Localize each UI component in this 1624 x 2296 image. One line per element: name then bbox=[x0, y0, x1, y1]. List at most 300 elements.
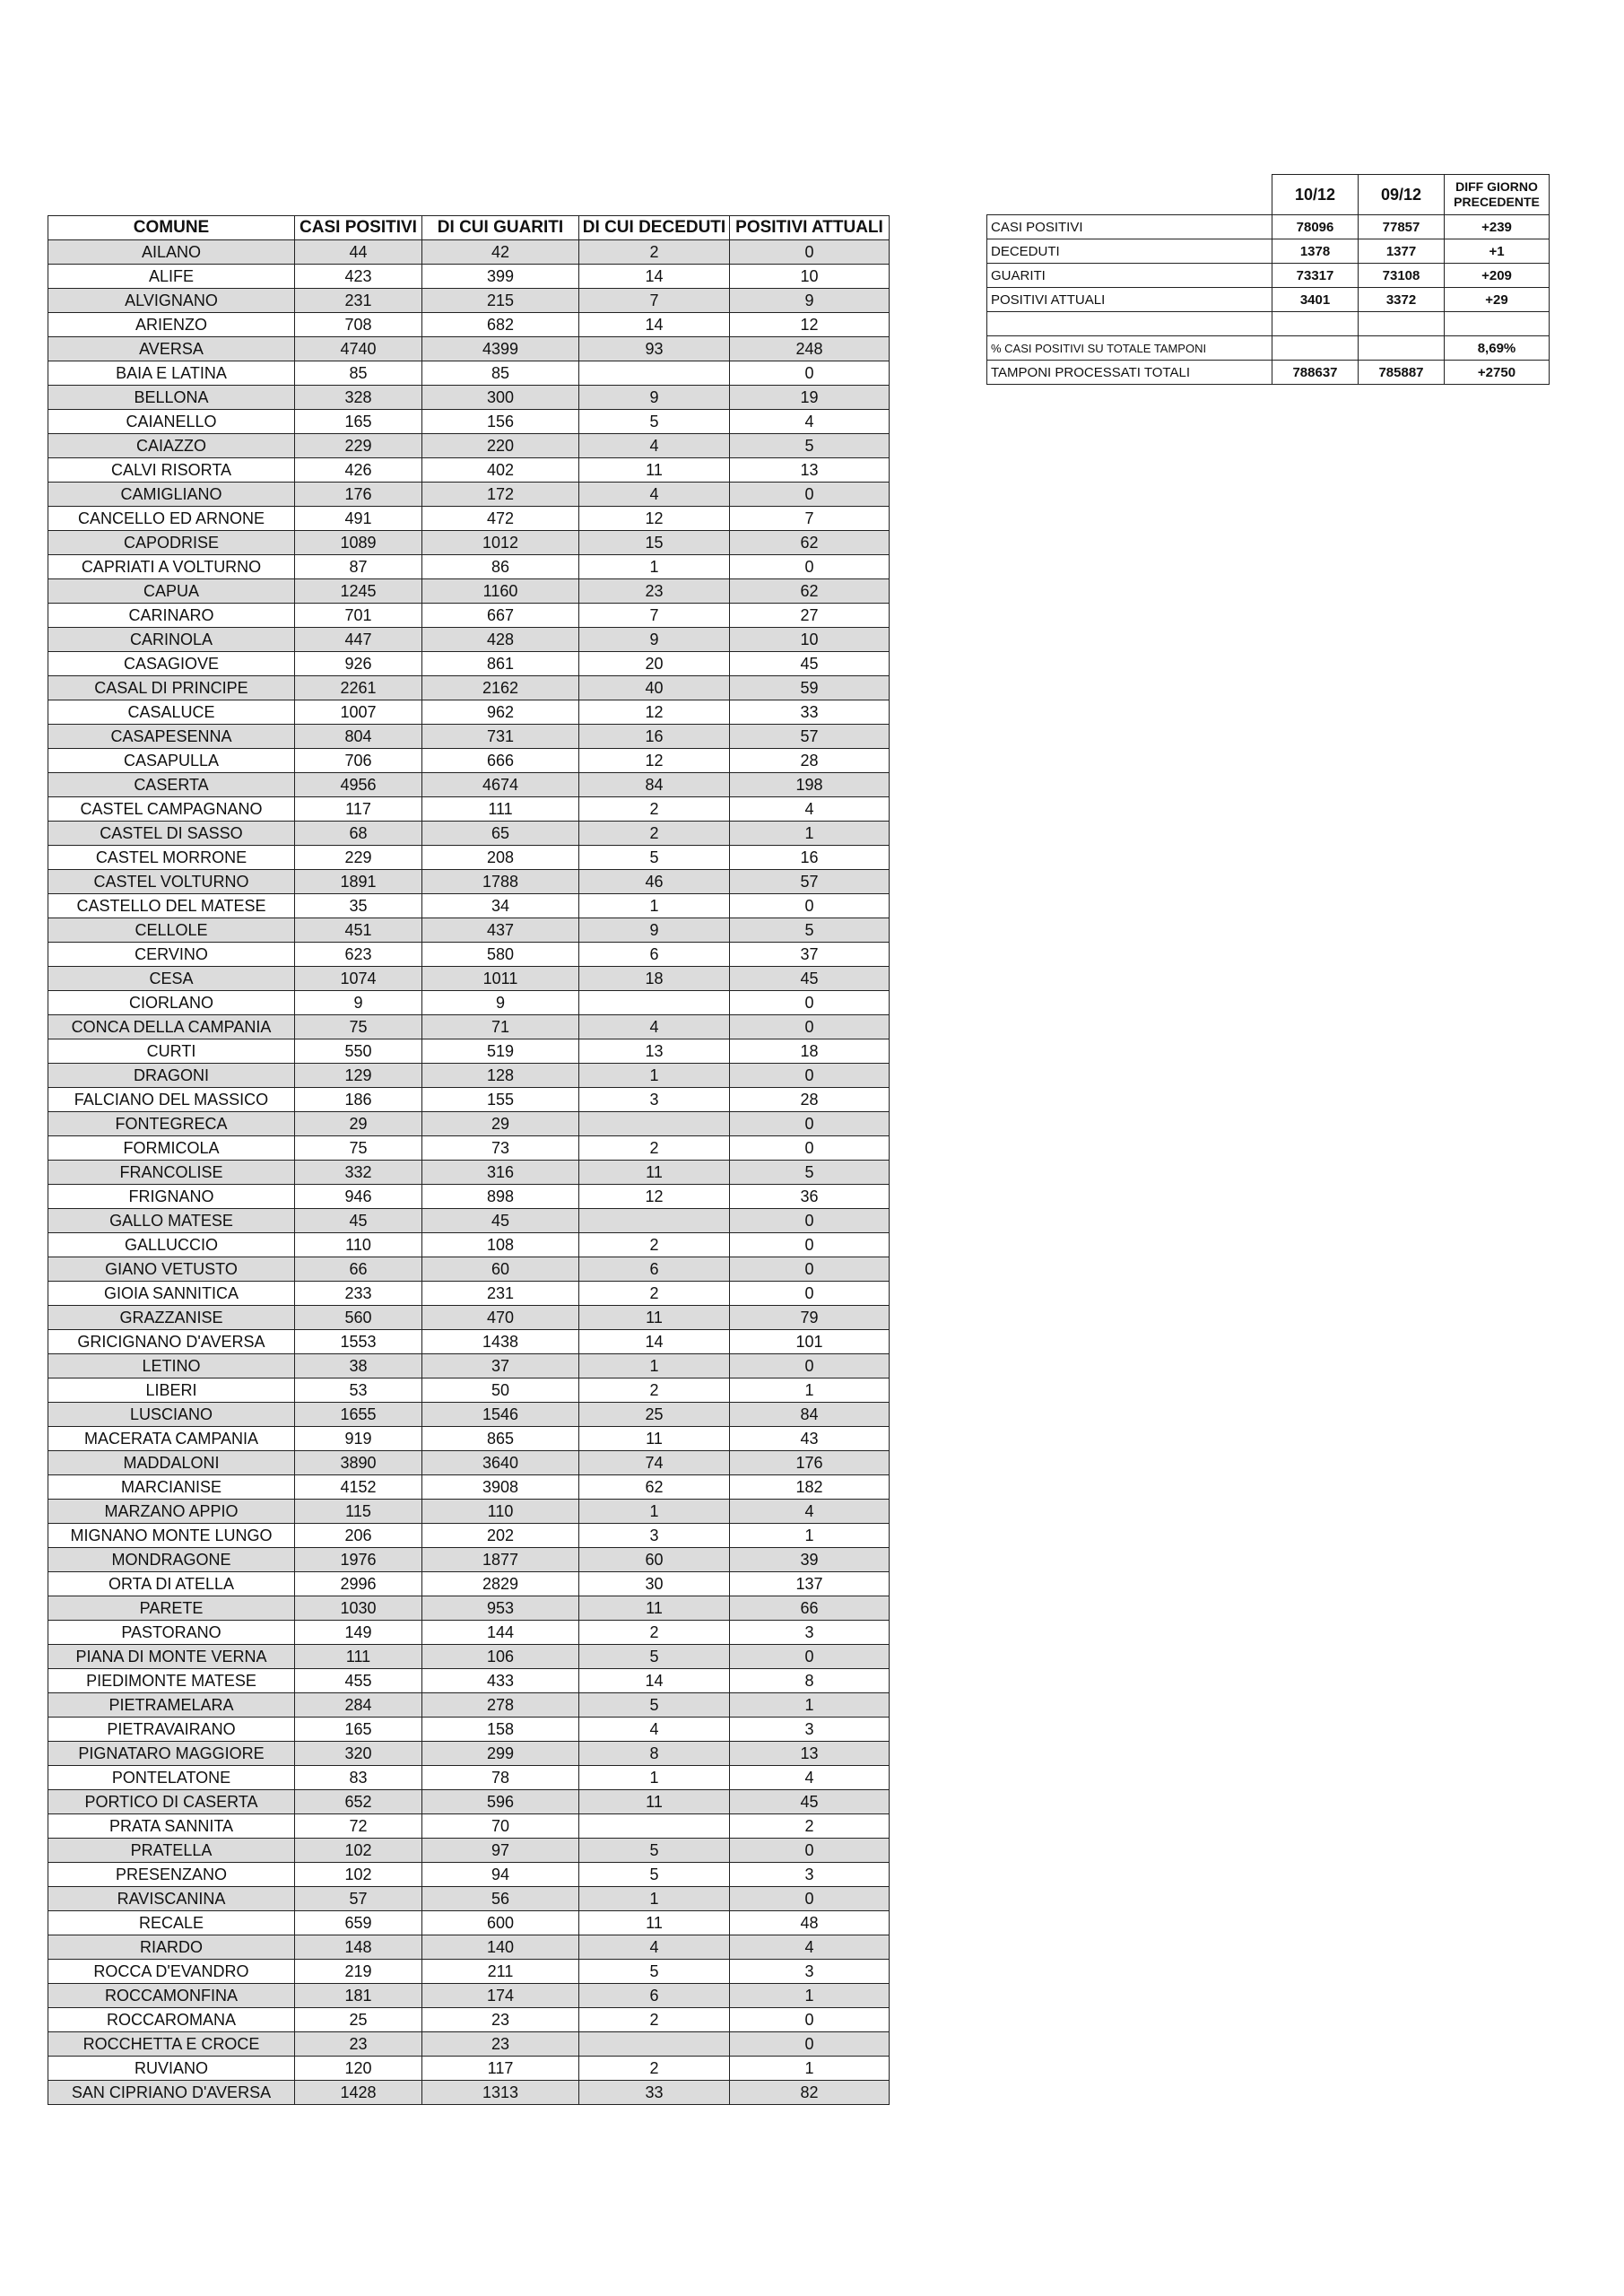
table-row bbox=[48, 1064, 890, 1088]
cell-guariti: 433 bbox=[422, 1669, 579, 1693]
cell-casi-positivi: 1976 bbox=[295, 1548, 422, 1572]
cell-casi-positivi: 560 bbox=[295, 1306, 422, 1330]
cell-casi-positivi: 804 bbox=[295, 725, 422, 749]
summary-cell-label: POSITIVI ATTUALI bbox=[987, 288, 1272, 312]
summary-cell-today: 73317 bbox=[1272, 264, 1359, 288]
cell-casi-positivi: 29 bbox=[295, 1112, 422, 1136]
cell-comune: MACERATA CAMPANIA bbox=[48, 1427, 295, 1451]
table-header-row bbox=[48, 216, 890, 240]
cell-guariti: 2829 bbox=[422, 1572, 579, 1596]
table-row bbox=[48, 676, 890, 700]
cell-deceduti: 1 bbox=[579, 1766, 730, 1790]
cell-deceduti: 5 bbox=[579, 1863, 730, 1887]
cell-comune: PRATA SANNITA bbox=[48, 1814, 295, 1839]
cell-deceduti: 6 bbox=[579, 1984, 730, 2008]
summary-cell-label: GUARITI bbox=[987, 264, 1272, 288]
cell-comune: CURTI bbox=[48, 1039, 295, 1064]
cell-casi-positivi: 229 bbox=[295, 434, 422, 458]
cell-guariti: 596 bbox=[422, 1790, 579, 1814]
cell-guariti: 299 bbox=[422, 1742, 579, 1766]
cell-guariti: 111 bbox=[422, 797, 579, 822]
cell-deceduti: 7 bbox=[579, 604, 730, 628]
cell-comune: RAVISCANINA bbox=[48, 1887, 295, 1911]
cell-positivi-attuali: 66 bbox=[730, 1596, 890, 1621]
cell-casi-positivi: 68 bbox=[295, 822, 422, 846]
table-row bbox=[48, 361, 890, 386]
cell-positivi-attuali: 101 bbox=[730, 1330, 890, 1354]
table-row bbox=[48, 1814, 890, 1839]
cell-comune: CASAPULLA bbox=[48, 749, 295, 773]
cell-casi-positivi: 4956 bbox=[295, 773, 422, 797]
cell-guariti: 1788 bbox=[422, 870, 579, 894]
cell-positivi-attuali: 57 bbox=[730, 725, 890, 749]
cell-guariti: 472 bbox=[422, 507, 579, 531]
cell-casi-positivi: 231 bbox=[295, 289, 422, 313]
table-row bbox=[48, 918, 890, 943]
cell-positivi-attuali: 1 bbox=[730, 1378, 890, 1403]
cell-guariti: 78 bbox=[422, 1766, 579, 1790]
cell-comune: GALLO MATESE bbox=[48, 1209, 295, 1233]
cell-casi-positivi: 165 bbox=[295, 410, 422, 434]
cell-deceduti: 1 bbox=[579, 1887, 730, 1911]
table-row bbox=[48, 604, 890, 628]
cell-positivi-attuali: 4 bbox=[730, 1935, 890, 1960]
cell-guariti: 399 bbox=[422, 265, 579, 289]
table-row bbox=[48, 483, 890, 507]
cell-guariti: 898 bbox=[422, 1185, 579, 1209]
cell-casi-positivi: 1891 bbox=[295, 870, 422, 894]
cell-deceduti: 2 bbox=[579, 1233, 730, 1257]
cell-positivi-attuali: 82 bbox=[730, 2081, 890, 2105]
cell-deceduti: 74 bbox=[579, 1451, 730, 1475]
cell-guariti: 3640 bbox=[422, 1451, 579, 1475]
table-row bbox=[48, 652, 890, 676]
table-row bbox=[48, 1475, 890, 1500]
cell-positivi-attuali: 5 bbox=[730, 434, 890, 458]
table-row bbox=[48, 1790, 890, 1814]
cell-casi-positivi: 946 bbox=[295, 1185, 422, 1209]
cell-guariti: 50 bbox=[422, 1378, 579, 1403]
table-row bbox=[48, 1548, 890, 1572]
summary-cell-yesterday bbox=[1359, 312, 1445, 336]
table-row bbox=[48, 1645, 890, 1669]
cell-positivi-attuali: 57 bbox=[730, 870, 890, 894]
cell-positivi-attuali: 18 bbox=[730, 1039, 890, 1064]
cell-casi-positivi: 148 bbox=[295, 1935, 422, 1960]
cell-comune: GRICIGNANO D'AVERSA bbox=[48, 1330, 295, 1354]
cell-comune: CASTELLO DEL MATESE bbox=[48, 894, 295, 918]
cell-casi-positivi: 75 bbox=[295, 1015, 422, 1039]
cell-positivi-attuali: 4 bbox=[730, 797, 890, 822]
cell-casi-positivi: 229 bbox=[295, 846, 422, 870]
cell-comune: PARETE bbox=[48, 1596, 295, 1621]
cell-guariti: 1546 bbox=[422, 1403, 579, 1427]
cell-casi-positivi: 44 bbox=[295, 240, 422, 265]
summary-cell-label: TAMPONI PROCESSATI TOTALI bbox=[987, 361, 1272, 385]
summary-cell-diff: +239 bbox=[1445, 215, 1550, 239]
cell-deceduti: 4 bbox=[579, 483, 730, 507]
cell-comune: CIORLANO bbox=[48, 991, 295, 1015]
cell-deceduti: 33 bbox=[579, 2081, 730, 2105]
cell-deceduti: 14 bbox=[579, 313, 730, 337]
cell-positivi-attuali: 0 bbox=[730, 1257, 890, 1282]
cell-comune: CERVINO bbox=[48, 943, 295, 967]
summary-cell-today bbox=[1272, 336, 1359, 361]
cell-comune: RECALE bbox=[48, 1911, 295, 1935]
summary-row bbox=[987, 215, 1550, 239]
cell-guariti: 402 bbox=[422, 458, 579, 483]
header-di-cui-guariti: DI CUI GUARITI bbox=[422, 216, 579, 240]
table-row bbox=[48, 1136, 890, 1161]
cell-deceduti: 5 bbox=[579, 1645, 730, 1669]
table-row bbox=[48, 1863, 890, 1887]
cell-casi-positivi: 120 bbox=[295, 2057, 422, 2081]
cell-deceduti: 46 bbox=[579, 870, 730, 894]
cell-casi-positivi: 57 bbox=[295, 1887, 422, 1911]
cell-casi-positivi: 72 bbox=[295, 1814, 422, 1839]
cell-deceduti: 2 bbox=[579, 2008, 730, 2032]
cell-casi-positivi: 181 bbox=[295, 1984, 422, 2008]
cell-casi-positivi: 115 bbox=[295, 1500, 422, 1524]
cell-deceduti: 8 bbox=[579, 1742, 730, 1766]
table-row bbox=[48, 2008, 890, 2032]
cell-positivi-attuali: 37 bbox=[730, 943, 890, 967]
cell-casi-positivi: 491 bbox=[295, 507, 422, 531]
cell-guariti: 94 bbox=[422, 1863, 579, 1887]
table-row bbox=[48, 555, 890, 579]
cell-comune: CAPRIATI A VOLTURNO bbox=[48, 555, 295, 579]
cell-guariti: 140 bbox=[422, 1935, 579, 1960]
cell-guariti: 156 bbox=[422, 410, 579, 434]
cell-positivi-attuali: 5 bbox=[730, 1161, 890, 1185]
table-row bbox=[48, 1039, 890, 1064]
cell-deceduti: 2 bbox=[579, 1378, 730, 1403]
cell-comune: CASTEL VOLTURNO bbox=[48, 870, 295, 894]
cell-casi-positivi: 102 bbox=[295, 1839, 422, 1863]
table-row bbox=[48, 943, 890, 967]
cell-comune: RIARDO bbox=[48, 1935, 295, 1960]
cell-positivi-attuali: 48 bbox=[730, 1911, 890, 1935]
summary-table-body bbox=[987, 175, 1550, 385]
cell-guariti: 65 bbox=[422, 822, 579, 846]
table-row bbox=[48, 1742, 890, 1766]
cell-deceduti: 3 bbox=[579, 1524, 730, 1548]
cell-deceduti bbox=[579, 361, 730, 386]
cell-deceduti: 11 bbox=[579, 1790, 730, 1814]
cell-casi-positivi: 1074 bbox=[295, 967, 422, 991]
cell-casi-positivi: 652 bbox=[295, 1790, 422, 1814]
cell-casi-positivi: 706 bbox=[295, 749, 422, 773]
municipalities-table bbox=[48, 215, 890, 2105]
table-row bbox=[48, 1088, 890, 1112]
cell-positivi-attuali: 1 bbox=[730, 1693, 890, 1718]
cell-casi-positivi: 1245 bbox=[295, 579, 422, 604]
summary-cell-today: 1378 bbox=[1272, 239, 1359, 264]
cell-guariti: 861 bbox=[422, 652, 579, 676]
cell-guariti: 9 bbox=[422, 991, 579, 1015]
table-row bbox=[48, 1718, 890, 1742]
summary-cell-diff: 8,69% bbox=[1445, 336, 1550, 361]
cell-guariti: 1877 bbox=[422, 1548, 579, 1572]
cell-positivi-attuali: 0 bbox=[730, 894, 890, 918]
cell-comune: ARIENZO bbox=[48, 313, 295, 337]
cell-comune: LUSCIANO bbox=[48, 1403, 295, 1427]
cell-guariti: 117 bbox=[422, 2057, 579, 2081]
cell-guariti: 316 bbox=[422, 1161, 579, 1185]
cell-deceduti: 9 bbox=[579, 386, 730, 410]
cell-deceduti: 14 bbox=[579, 265, 730, 289]
table-row bbox=[48, 628, 890, 652]
cell-guariti: 1313 bbox=[422, 2081, 579, 2105]
cell-deceduti: 60 bbox=[579, 1548, 730, 1572]
cell-casi-positivi: 919 bbox=[295, 1427, 422, 1451]
cell-comune: CAIANELLO bbox=[48, 410, 295, 434]
cell-positivi-attuali: 0 bbox=[730, 483, 890, 507]
cell-deceduti: 2 bbox=[579, 797, 730, 822]
cell-guariti: 300 bbox=[422, 386, 579, 410]
table-row bbox=[48, 1282, 890, 1306]
cell-positivi-attuali: 28 bbox=[730, 1088, 890, 1112]
table-row bbox=[48, 991, 890, 1015]
cell-casi-positivi: 111 bbox=[295, 1645, 422, 1669]
summary-header-blank bbox=[987, 175, 1272, 215]
cell-positivi-attuali: 1 bbox=[730, 2057, 890, 2081]
table-row bbox=[48, 1112, 890, 1136]
cell-guariti: 962 bbox=[422, 700, 579, 725]
table-row bbox=[48, 1403, 890, 1427]
cell-deceduti: 14 bbox=[579, 1330, 730, 1354]
cell-deceduti: 11 bbox=[579, 1596, 730, 1621]
cell-deceduti: 12 bbox=[579, 1185, 730, 1209]
cell-comune: MADDALONI bbox=[48, 1451, 295, 1475]
cell-deceduti: 16 bbox=[579, 725, 730, 749]
table-row bbox=[48, 240, 890, 265]
cell-casi-positivi: 926 bbox=[295, 652, 422, 676]
cell-guariti: 128 bbox=[422, 1064, 579, 1088]
cell-comune: CASAGIOVE bbox=[48, 652, 295, 676]
table-row bbox=[48, 1572, 890, 1596]
cell-comune: BAIA E LATINA bbox=[48, 361, 295, 386]
cell-deceduti: 25 bbox=[579, 1403, 730, 1427]
cell-comune: ALVIGNANO bbox=[48, 289, 295, 313]
cell-positivi-attuali: 45 bbox=[730, 652, 890, 676]
municipalities-table-body bbox=[48, 240, 890, 2105]
cell-guariti: 70 bbox=[422, 1814, 579, 1839]
cell-guariti: 1160 bbox=[422, 579, 579, 604]
cell-positivi-attuali: 176 bbox=[730, 1451, 890, 1475]
cell-comune: GALLUCCIO bbox=[48, 1233, 295, 1257]
table-row bbox=[48, 725, 890, 749]
cell-casi-positivi: 186 bbox=[295, 1088, 422, 1112]
table-row bbox=[48, 870, 890, 894]
summary-row bbox=[987, 239, 1550, 264]
table-row bbox=[48, 1451, 890, 1475]
cell-comune: CASTEL MORRONE bbox=[48, 846, 295, 870]
cell-positivi-attuali: 45 bbox=[730, 967, 890, 991]
cell-guariti: 4399 bbox=[422, 337, 579, 361]
table-row bbox=[48, 1378, 890, 1403]
cell-casi-positivi: 233 bbox=[295, 1282, 422, 1306]
cell-guariti: 110 bbox=[422, 1500, 579, 1524]
cell-guariti: 108 bbox=[422, 1233, 579, 1257]
summary-cell-yesterday: 1377 bbox=[1359, 239, 1445, 264]
cell-comune: LIBERI bbox=[48, 1378, 295, 1403]
cell-deceduti: 5 bbox=[579, 1693, 730, 1718]
cell-positivi-attuali: 248 bbox=[730, 337, 890, 361]
cell-deceduti: 9 bbox=[579, 918, 730, 943]
summary-header-yesterday: 09/12 bbox=[1359, 175, 1445, 215]
cell-comune: CASAL DI PRINCIPE bbox=[48, 676, 295, 700]
cell-deceduti: 7 bbox=[579, 289, 730, 313]
cell-guariti: 97 bbox=[422, 1839, 579, 1863]
summary-row bbox=[987, 361, 1550, 385]
summary-row bbox=[987, 288, 1550, 312]
cell-guariti: 682 bbox=[422, 313, 579, 337]
cell-positivi-attuali: 79 bbox=[730, 1306, 890, 1330]
cell-deceduti bbox=[579, 991, 730, 1015]
cell-comune: PIGNATARO MAGGIORE bbox=[48, 1742, 295, 1766]
cell-positivi-attuali: 28 bbox=[730, 749, 890, 773]
cell-deceduti: 15 bbox=[579, 531, 730, 555]
cell-comune: MONDRAGONE bbox=[48, 1548, 295, 1572]
cell-casi-positivi: 708 bbox=[295, 313, 422, 337]
cell-comune: MARCIANISE bbox=[48, 1475, 295, 1500]
cell-casi-positivi: 75 bbox=[295, 1136, 422, 1161]
cell-comune: CARINARO bbox=[48, 604, 295, 628]
cell-casi-positivi: 87 bbox=[295, 555, 422, 579]
cell-casi-positivi: 149 bbox=[295, 1621, 422, 1645]
cell-comune: CELLOLE bbox=[48, 918, 295, 943]
summary-cell-label: CASI POSITIVI bbox=[987, 215, 1272, 239]
cell-deceduti: 12 bbox=[579, 700, 730, 725]
cell-positivi-attuali: 13 bbox=[730, 1742, 890, 1766]
cell-deceduti: 1 bbox=[579, 1354, 730, 1378]
cell-guariti: 580 bbox=[422, 943, 579, 967]
cell-positivi-attuali: 0 bbox=[730, 1112, 890, 1136]
cell-guariti: 144 bbox=[422, 1621, 579, 1645]
table-row bbox=[48, 894, 890, 918]
cell-comune: CANCELLO ED ARNONE bbox=[48, 507, 295, 531]
cell-guariti: 2162 bbox=[422, 676, 579, 700]
cell-guariti: 56 bbox=[422, 1887, 579, 1911]
cell-deceduti: 2 bbox=[579, 1136, 730, 1161]
cell-deceduti: 3 bbox=[579, 1088, 730, 1112]
cell-casi-positivi: 102 bbox=[295, 1863, 422, 1887]
cell-positivi-attuali: 10 bbox=[730, 265, 890, 289]
table-row bbox=[48, 313, 890, 337]
cell-casi-positivi: 176 bbox=[295, 483, 422, 507]
cell-deceduti: 20 bbox=[579, 652, 730, 676]
table-row bbox=[48, 1911, 890, 1935]
cell-casi-positivi: 1553 bbox=[295, 1330, 422, 1354]
cell-positivi-attuali: 59 bbox=[730, 676, 890, 700]
cell-casi-positivi: 328 bbox=[295, 386, 422, 410]
cell-positivi-attuali: 9 bbox=[730, 289, 890, 313]
cell-casi-positivi: 53 bbox=[295, 1378, 422, 1403]
cell-comune: CAIAZZO bbox=[48, 434, 295, 458]
cell-deceduti: 2 bbox=[579, 2057, 730, 2081]
cell-positivi-attuali: 0 bbox=[730, 1282, 890, 1306]
cell-casi-positivi: 66 bbox=[295, 1257, 422, 1282]
cell-deceduti: 62 bbox=[579, 1475, 730, 1500]
cell-comune: FRIGNANO bbox=[48, 1185, 295, 1209]
cell-casi-positivi: 3890 bbox=[295, 1451, 422, 1475]
cell-casi-positivi: 550 bbox=[295, 1039, 422, 1064]
cell-casi-positivi: 447 bbox=[295, 628, 422, 652]
table-row bbox=[48, 773, 890, 797]
cell-casi-positivi: 423 bbox=[295, 265, 422, 289]
cell-comune: PIETRAVAIRANO bbox=[48, 1718, 295, 1742]
cell-comune: FRANCOLISE bbox=[48, 1161, 295, 1185]
cell-comune: AVERSA bbox=[48, 337, 295, 361]
cell-comune: LETINO bbox=[48, 1354, 295, 1378]
cell-positivi-attuali: 2 bbox=[730, 1814, 890, 1839]
cell-guariti: 86 bbox=[422, 555, 579, 579]
cell-guariti: 1011 bbox=[422, 967, 579, 991]
cell-positivi-attuali: 8 bbox=[730, 1669, 890, 1693]
cell-casi-positivi: 1428 bbox=[295, 2081, 422, 2105]
cell-comune: CAPUA bbox=[48, 579, 295, 604]
cell-comune: PIANA DI MONTE VERNA bbox=[48, 1645, 295, 1669]
summary-row bbox=[987, 312, 1550, 336]
summary-cell-diff bbox=[1445, 312, 1550, 336]
table-row bbox=[48, 1015, 890, 1039]
cell-casi-positivi: 1655 bbox=[295, 1403, 422, 1427]
cell-guariti: 470 bbox=[422, 1306, 579, 1330]
cell-positivi-attuali: 62 bbox=[730, 531, 890, 555]
cell-guariti: 23 bbox=[422, 2032, 579, 2057]
cell-casi-positivi: 623 bbox=[295, 943, 422, 967]
cell-guariti: 731 bbox=[422, 725, 579, 749]
table-row bbox=[48, 1960, 890, 1984]
header-comune: COMUNE bbox=[48, 216, 295, 240]
cell-deceduti: 11 bbox=[579, 1161, 730, 1185]
table-row bbox=[48, 1354, 890, 1378]
cell-guariti: 519 bbox=[422, 1039, 579, 1064]
summary-cell-today: 3401 bbox=[1272, 288, 1359, 312]
table-row bbox=[48, 337, 890, 361]
table-row bbox=[48, 2081, 890, 2105]
summary-cell-label: % CASI POSITIVI SU TOTALE TAMPONI bbox=[987, 336, 1272, 361]
cell-positivi-attuali: 3 bbox=[730, 1960, 890, 1984]
cell-positivi-attuali: 0 bbox=[730, 2032, 890, 2057]
summary-cell-diff: +2750 bbox=[1445, 361, 1550, 385]
cell-deceduti: 6 bbox=[579, 943, 730, 967]
cell-guariti: 23 bbox=[422, 2008, 579, 2032]
summary-header-today: 10/12 bbox=[1272, 175, 1359, 215]
table-row bbox=[48, 1306, 890, 1330]
cell-positivi-attuali: 0 bbox=[730, 991, 890, 1015]
cell-comune: RUVIANO bbox=[48, 2057, 295, 2081]
cell-guariti: 106 bbox=[422, 1645, 579, 1669]
cell-deceduti: 11 bbox=[579, 1911, 730, 1935]
cell-guariti: 42 bbox=[422, 240, 579, 265]
cell-comune: GIANO VETUSTO bbox=[48, 1257, 295, 1282]
cell-positivi-attuali: 12 bbox=[730, 313, 890, 337]
cell-casi-positivi: 1007 bbox=[295, 700, 422, 725]
cell-guariti: 34 bbox=[422, 894, 579, 918]
cell-deceduti: 2 bbox=[579, 240, 730, 265]
cell-deceduti: 4 bbox=[579, 1935, 730, 1960]
cell-deceduti: 2 bbox=[579, 1282, 730, 1306]
cell-positivi-attuali: 5 bbox=[730, 918, 890, 943]
cell-guariti: 73 bbox=[422, 1136, 579, 1161]
cell-positivi-attuali: 0 bbox=[730, 2008, 890, 2032]
cell-deceduti: 4 bbox=[579, 1718, 730, 1742]
cell-guariti: 3908 bbox=[422, 1475, 579, 1500]
cell-guariti: 29 bbox=[422, 1112, 579, 1136]
table-row bbox=[48, 1766, 890, 1790]
